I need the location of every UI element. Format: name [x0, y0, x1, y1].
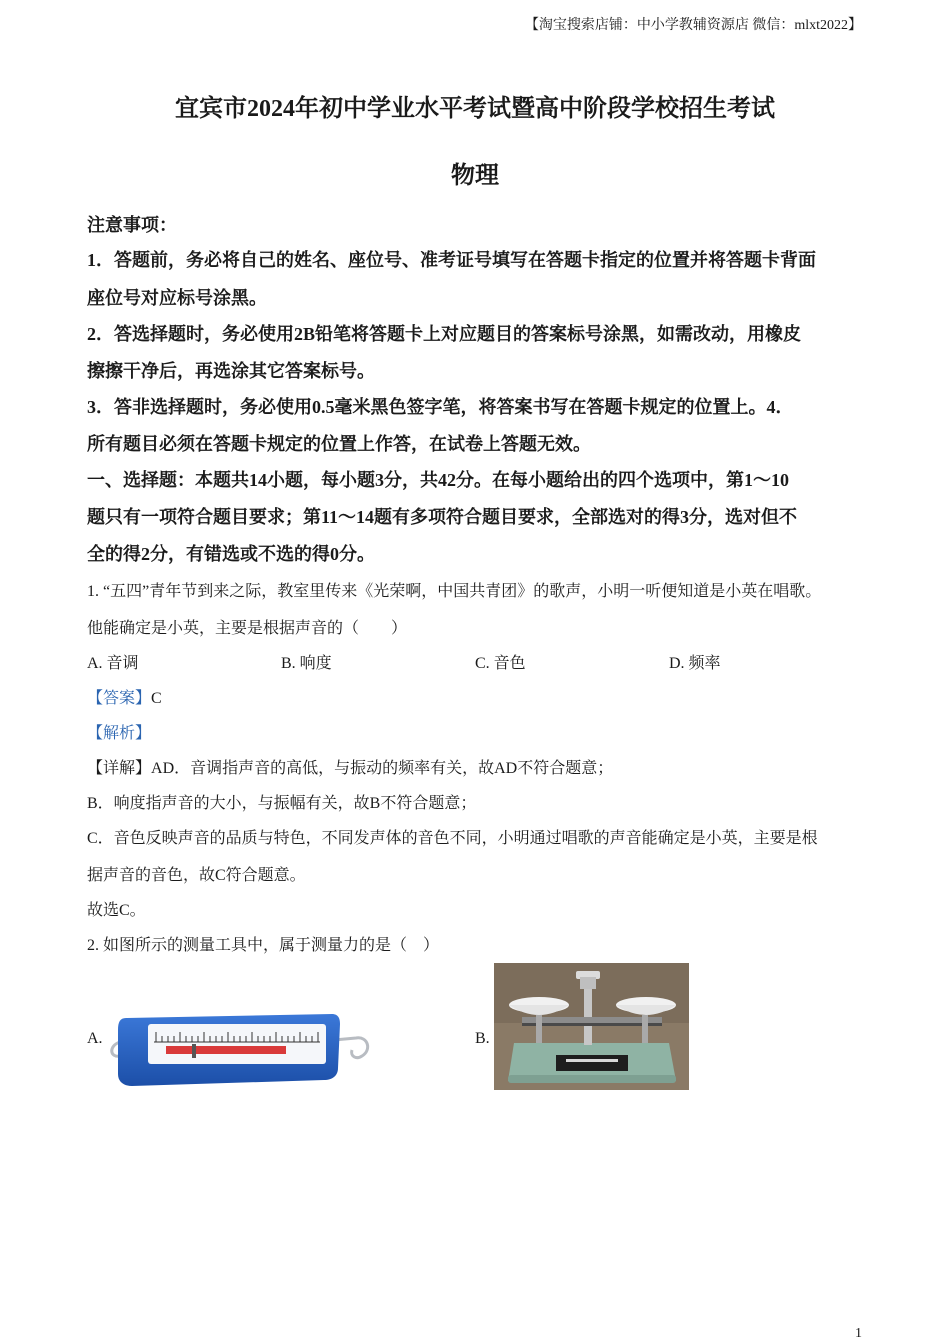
subject-title: 物理	[451, 163, 499, 189]
q1-detail-line: 据声音的音色，故C符合题意。	[87, 867, 306, 884]
detail-text: AD．音调指声音的高低，与振动的频率有关，故AD不符合题意；	[151, 760, 614, 777]
section-instruction: 全的得2分，有错选或不选的得0分。	[87, 544, 375, 564]
q1-option-a: A. 音调	[87, 655, 139, 672]
notes-line: 1．答题前，务必将自己的姓名、座位号、准考证号填写在答题卡指定的位置并将答题卡背面	[87, 250, 816, 270]
pan-balance-image	[494, 963, 689, 1090]
notes-line: 所有题目必须在答题卡规定的位置上作答，在试卷上答题无效。	[87, 434, 591, 454]
q1-option-d: D. 频率	[669, 655, 721, 672]
section-instruction: 题只有一项符合题目要求；第11～14题有多项符合题目要求，全部选对的得3分，选对但不	[87, 507, 798, 527]
answer-value: C	[151, 690, 162, 707]
answer-tag: 【答案】	[87, 690, 152, 707]
q1-stem: 1. “五四”青年节到来之际，教室里传来《光荣啊，中国共青团》的歌声，小明一听便知道是小英在唱歌。	[87, 583, 822, 600]
q1-detail-line	[87, 755, 613, 778]
q2-stem: 2. 如图所示的测量工具中，属于测量力的是（ ）	[87, 937, 440, 954]
page-number: 1	[855, 1326, 862, 1341]
notes-heading: 注意事项：	[87, 215, 177, 235]
detail-tag: 【详解】	[87, 760, 152, 777]
q1-detail-line: B．响度指声音的大小，与振幅有关，故B不符合题意；	[87, 795, 477, 812]
exam-title: 宜宾市2024年初中学业水平考试暨高中阶段学校招生考试	[175, 96, 775, 122]
notes-line: 擦擦干净后，再选涂其它答案标号。	[87, 361, 375, 381]
q1-detail-line: C．音色反映声音的品质与特色，不同发声体的音色不同，小明通过唱歌的声音能确定是小英，主要是根	[87, 830, 818, 847]
q1-option-c: C. 音色	[475, 655, 526, 672]
q1-detail-line: 故选C。	[87, 902, 146, 919]
notes-line: 座位号对应标号涂黑。	[87, 288, 267, 308]
notes-line: 3．答非选择题时，务必使用0.5毫米黑色签字笔，将答案书写在答题卡规定的位置上。4．	[87, 397, 794, 417]
q1-answer-line	[87, 685, 162, 708]
q2-option-a-label: A.	[87, 1030, 103, 1047]
header-note: 【淘宝搜索店铺：中小学教辅资源店 微信：mlxt2022】	[524, 18, 862, 33]
q1-option-b: B. 响度	[281, 655, 332, 672]
section-instruction: 一、选择题：本题共14小题，每小题3分，共42分。在每小题给出的四个选项中，第1～10	[87, 470, 789, 490]
notes-line: 2．答选择题时，务必使用2B铅笔将答题卡上对应题目的答案标号涂黑，如需改动，用橡皮	[87, 324, 802, 344]
analysis-tag: 【解析】	[87, 725, 152, 742]
q2-option-b-label: B.	[475, 1030, 490, 1047]
spring-scale-image	[106, 1002, 374, 1090]
q1-stem: 他能确定是小英，主要是根据声音的（ ）	[87, 620, 408, 637]
